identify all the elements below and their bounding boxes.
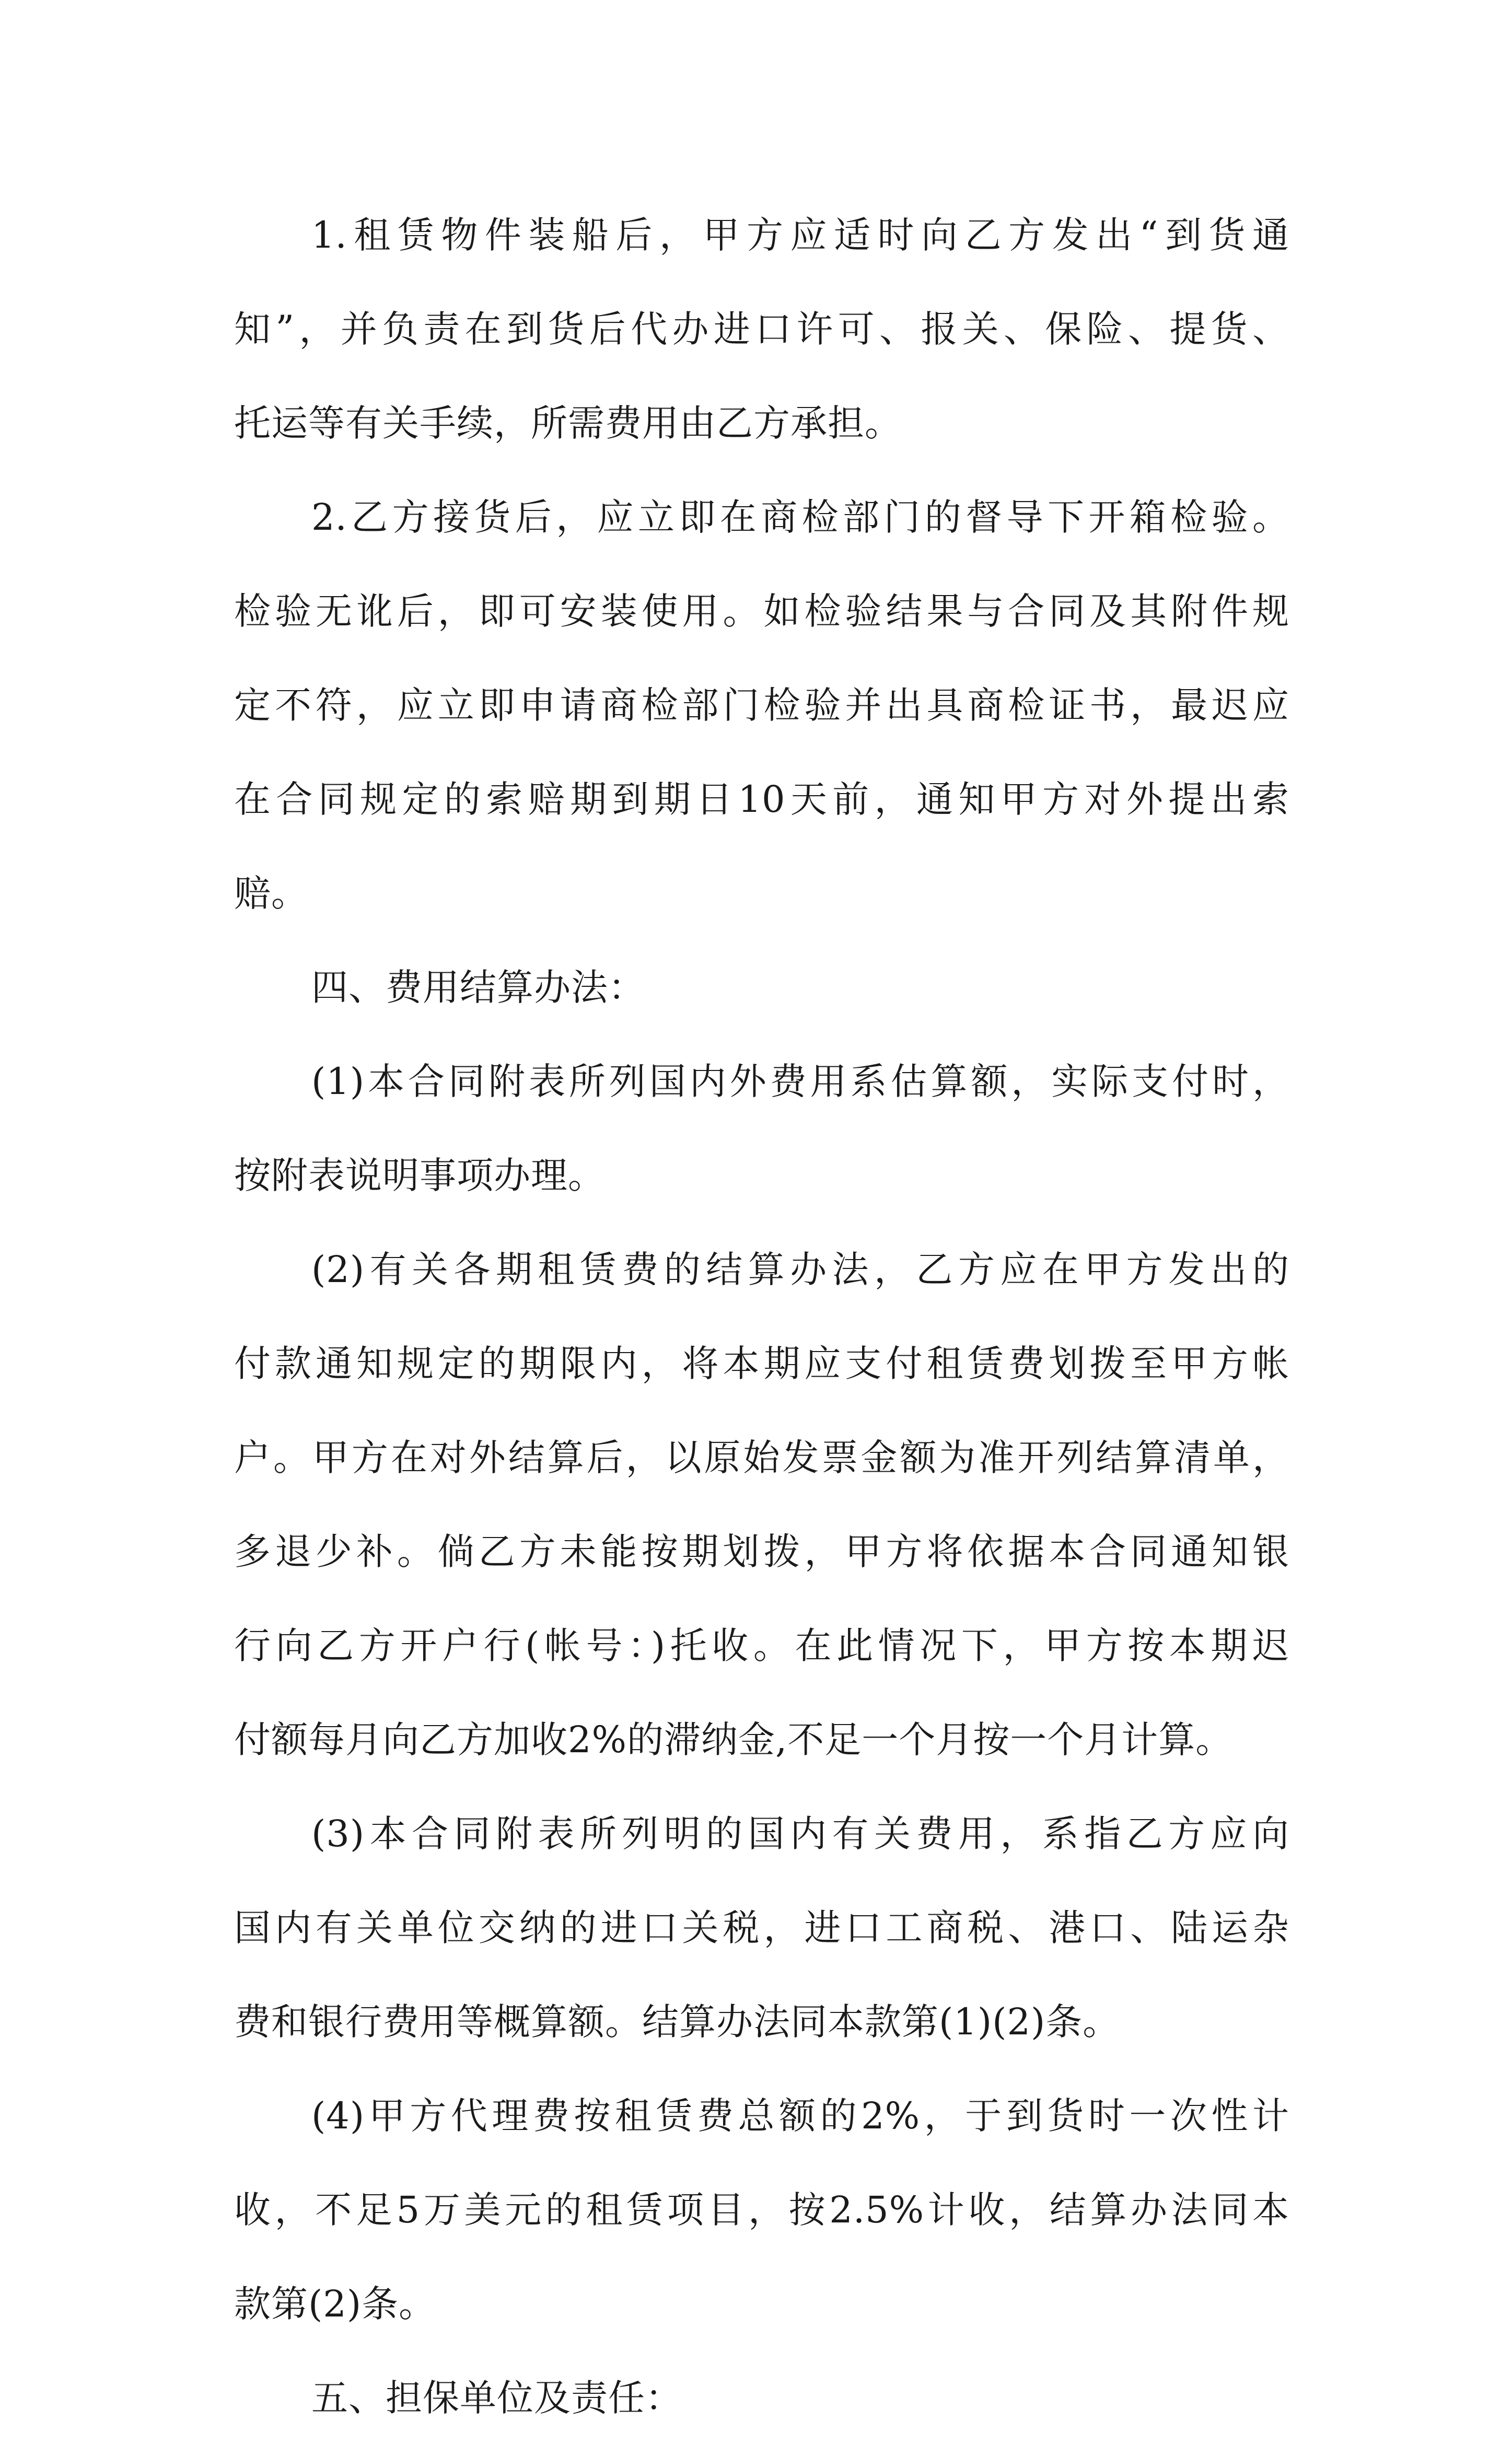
clause-1-line-2: 按附表说明事项办理。 [234, 1154, 605, 1197]
clause-4-line-1: (4)甲方代理费按租赁费总额的2%，于到货时一次性计 [311, 2094, 1289, 2137]
paragraph-2-line-1: 2.乙方接货后，应立即在商检部门的督导下开箱检验。 [311, 496, 1289, 539]
clause-2-line-6: 付额每月向乙方加收2%的滞纳金,不足一个月按一个月计算。 [234, 1718, 1233, 1761]
paragraph-1-line-2: 知”，并负责在到货后代办进口许可、报关、保险、提货、 [234, 308, 1289, 351]
paragraph-2-line-3: 定不符，应立即申请商检部门检验并出具商检证书，最迟应 [234, 684, 1289, 727]
clause-3-line-3: 费和银行费用等概算额。结算办法同本款第(1)(2)条。 [234, 2000, 1120, 2043]
paragraph-2-line-2: 检验无讹后，即可安装使用。如检验结果与合同及其附件规 [234, 590, 1289, 633]
clause-4-line-2: 收，不足5万美元的租赁项目，按2.5%计收，结算办法同本 [234, 2188, 1289, 2231]
clause-1-line-1: (1)本合同附表所列国内外费用系估算额，实际支付时， [311, 1060, 1289, 1103]
clause-4-line-3: 款第(2)条。 [234, 2283, 436, 2325]
paragraph-1-line-1: 1.租赁物件装船后，甲方应适时向乙方发出“到货通 [311, 214, 1289, 257]
clause-2-line-4: 多退少补。倘乙方未能按期划拨，甲方将依据本合同通知银 [234, 1530, 1289, 1573]
paragraph-1-line-3: 托运等有关手续，所需费用由乙方承担。 [234, 402, 902, 445]
clause-3-line-1: (3)本合同附表所列明的国内有关费用，系指乙方应向 [311, 1812, 1289, 1855]
clause-2-line-1: (2)有关各期租赁费的结算办法，乙方应在甲方发出的 [311, 1248, 1289, 1291]
clause-2-line-5: 行向乙方开户行(帐号：)托收。在此情况下，甲方按本期迟 [234, 1624, 1289, 1667]
clause-2-line-2: 付款通知规定的期限内，将本期应支付租赁费划拨至甲方帐 [234, 1342, 1289, 1385]
document-body [234, 188, 1289, 2445]
section-heading-4: 四、费用结算办法： [311, 966, 645, 1009]
clause-2-line-3: 户。甲方在对外结算后，以原始发票金额为准开列结算清单， [234, 1436, 1289, 1479]
paragraph-2-line-5: 赔。 [234, 872, 308, 915]
paragraph-2-line-4: 在合同规定的索赔期到期日10天前，通知甲方对外提出索 [234, 778, 1289, 821]
clause-3-line-2: 国内有关单位交纳的进口关税，进口工商税、港口、陆运杂 [234, 1906, 1289, 1949]
section-heading-5: 五、担保单位及责任： [311, 2377, 682, 2419]
